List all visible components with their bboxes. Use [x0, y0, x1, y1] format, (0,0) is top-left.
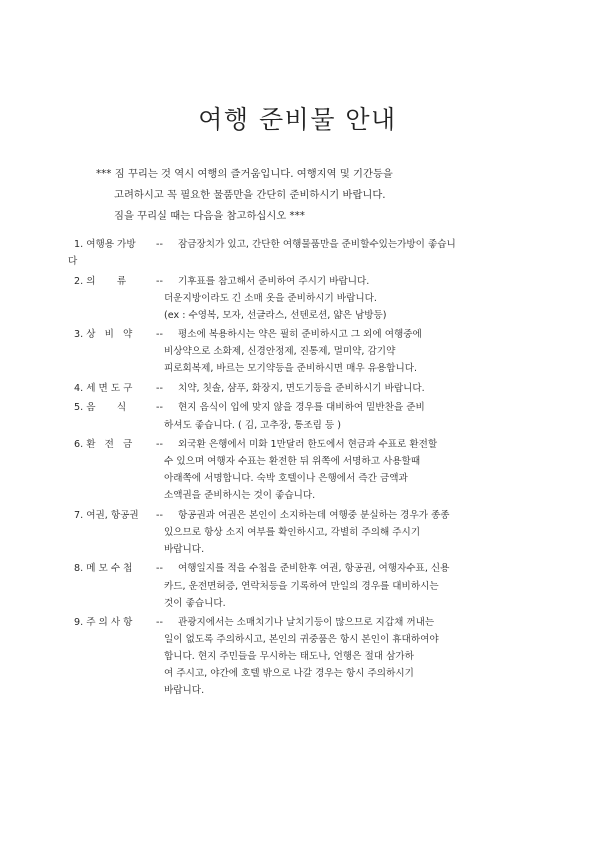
item-dash: -- — [156, 239, 163, 250]
list-item — [68, 236, 564, 270]
list-item — [74, 507, 564, 558]
item-text: 바랍니다. — [164, 685, 205, 697]
item-dash: -- — [156, 438, 163, 450]
item-text: 것이 좋습니다. — [164, 597, 226, 609]
list-item — [74, 273, 564, 324]
item-label: 1. 여행용 가방 — [74, 239, 136, 250]
intro-paragraph — [96, 164, 536, 227]
list-item — [74, 399, 564, 433]
item-dash: -- — [156, 402, 163, 414]
item-dash: -- — [156, 382, 163, 394]
item-label: 2. 의 류 — [74, 275, 127, 287]
item-dash: -- — [156, 563, 163, 575]
item-dash: -- — [156, 275, 163, 287]
item-dash: -- — [156, 617, 163, 629]
item-label: 9. 주 의 사 항 — [74, 617, 133, 629]
item-text: 비상약으로 소화제, 신경안정제, 진통제, 멀미약, 감기약 — [164, 346, 396, 358]
item-text: 현지 음식이 입에 맞지 않을 경우를 대비하여 밑반찬을 준비 — [178, 402, 425, 414]
item-text: 일이 없도록 주의하시고, 본인의 귀중품은 항시 본인이 휴대하여야 — [164, 634, 439, 646]
item-text: 합니다. 현지 주민들을 무시하는 태도나, 언행은 절대 삼가하 — [164, 651, 414, 663]
item-text: 잠금장치가 있고, 간단한 여행물품만을 준비할수있는가방이 좋습니 — [178, 239, 456, 250]
intro-line: *** 짐 꾸리는 것 역시 여행의 즐거움입니다. 여행지역 및 기간등을 — [96, 168, 393, 180]
item-text: (ex : 수영복, 모자, 선글라스, 선텐로션, 얇은 남방등) — [164, 309, 387, 321]
list-item — [74, 614, 564, 699]
item-label: 8. 메 모 수 첩 — [74, 563, 133, 575]
item-text: 있으므로 항상 소지 여부를 확인하시고, 각별히 주의해 주시기 — [164, 526, 421, 538]
item-text: 수 있으며 여행자 수표는 환전한 뒤 위쪽에 서명하고 사용할때 — [164, 456, 421, 468]
item-text: 아래쪽에 서명합니다. 숙박 호텔이나 은행에서 즉간 금액과 — [164, 473, 408, 485]
item-text: 바랍니다. — [164, 543, 205, 555]
item-label: 5. 음 식 — [74, 402, 127, 414]
item-label: 6. 환 전 금 — [74, 438, 133, 450]
item-text: 하셔도 좋습니다. ( 김, 고추장, 통조림 등 ) — [164, 419, 341, 431]
item-label: 7. 여권, 항공권 — [74, 509, 139, 521]
list-item — [74, 326, 564, 377]
page-title: 여행 준비물 안내 — [198, 105, 397, 134]
list-item — [74, 560, 564, 611]
item-label: 3. 상 비 약 — [74, 329, 133, 341]
item-text: 다 — [68, 256, 78, 268]
item-text: 외국환 은행에서 미화 1만달러 한도에서 현금과 수표로 환전할 — [178, 438, 438, 450]
item-label: 4. 세 면 도 구 — [74, 382, 133, 394]
item-text: 치약, 칫솔, 샴푸, 화장지, 면도기등을 준비하시기 바랍니다. — [178, 382, 425, 394]
item-text: 여 주시고, 야간에 호텔 밖으로 나갈 경우는 항시 주의하시기 — [164, 668, 414, 680]
item-dash: -- — [156, 509, 163, 521]
item-text: 평소에 복용하시는 약은 필히 준비하시고 그 외에 여행중에 — [178, 329, 422, 341]
intro-line: 짐을 꾸리실 때는 다음을 참고하십시오 *** — [114, 210, 305, 222]
item-dash: -- — [156, 329, 163, 341]
item-text: 관광지에서는 소매치기나 날치기등이 많으므로 지갑채 꺼내는 — [178, 617, 435, 629]
item-text: 여행일지를 적을 수첩을 준비한후 여권, 항공권, 여행자수표, 신용 — [178, 563, 450, 575]
item-text: 카드, 운전면허증, 연락처등을 기록하여 만일의 경우를 대비하시는 — [164, 580, 439, 592]
list-item — [74, 380, 564, 397]
item-text: 피로회복제, 바르는 모기약등을 준비하시면 매우 유용합니다. — [164, 363, 418, 375]
item-text: 소액권을 준비하시는 것이 좋습니다. — [164, 490, 316, 502]
item-list — [68, 236, 564, 700]
intro-line: 고려하시고 꼭 필요한 물품만을 간단히 준비하시기 바랍니다. — [114, 189, 386, 201]
item-text: 더운지방이라도 긴 소매 옷을 준비하시기 바랍니다. — [164, 292, 377, 304]
list-item — [74, 436, 564, 504]
item-text: 기후표를 참고해서 준비하여 주시기 바랍니다. — [178, 275, 370, 287]
item-text: 항공권과 여권은 본인이 소지하는데 여행중 분실하는 경우가 종종 — [178, 509, 450, 521]
